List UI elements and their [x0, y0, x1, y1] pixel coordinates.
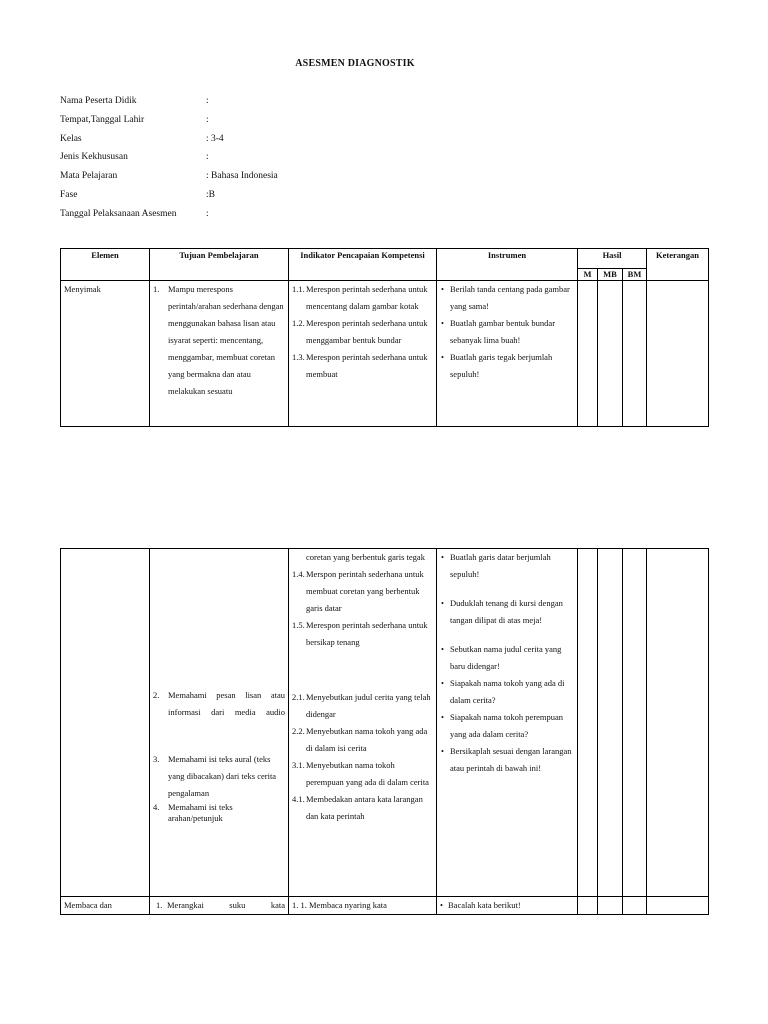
- bullet-icon: •: [441, 318, 444, 328]
- cell-instrumen: [437, 549, 578, 897]
- student-info: [60, 94, 460, 226]
- info-value: :: [206, 114, 209, 125]
- cell-tujuan: [150, 281, 289, 427]
- tujuan-item: [153, 751, 285, 802]
- cell-hasil-m[interactable]: [578, 897, 598, 915]
- table-header-row: [61, 249, 709, 269]
- header-bm: BM: [623, 269, 647, 281]
- cell-hasil-mb[interactable]: [598, 897, 623, 915]
- tujuan-item: [153, 687, 285, 721]
- item-number: 1.3.: [292, 352, 305, 362]
- item-text: Merespon perintah sederhana untuk menggambar bentuk bundar: [306, 318, 428, 345]
- instrumen-item: [440, 595, 574, 629]
- cell-instrumen: [437, 897, 578, 915]
- cell-hasil-mb[interactable]: [598, 281, 623, 427]
- cell-hasil-mb[interactable]: [598, 549, 623, 897]
- item-number: 1.2.: [292, 318, 305, 328]
- instrumen-item: [440, 743, 574, 777]
- indikator-item: [292, 689, 433, 723]
- instrumen-item: [440, 641, 574, 675]
- indikator-item: [292, 757, 433, 791]
- info-value: :B: [206, 189, 215, 200]
- info-label: Fase: [60, 189, 78, 200]
- item-number: 2.2.: [292, 726, 305, 736]
- bullet-icon: •: [441, 746, 444, 756]
- cell-hasil-bm[interactable]: [623, 281, 647, 427]
- item-text: Buatlah garis tegak berjumlah sepuluh!: [450, 352, 553, 379]
- tujuan-item: [153, 281, 285, 400]
- info-row-ttl: [60, 113, 460, 132]
- table-row: [61, 897, 709, 915]
- cell-keterangan[interactable]: [647, 549, 709, 897]
- indikator-item: [292, 617, 433, 651]
- bullet-icon: •: [441, 352, 444, 362]
- cell-hasil-bm[interactable]: [623, 549, 647, 897]
- info-label: Tempat,Tanggal Lahir: [60, 114, 145, 125]
- item-text: Bacalah kata berikut!: [448, 900, 521, 910]
- item-number: 1.5.: [292, 620, 305, 630]
- info-value: :: [206, 208, 209, 219]
- document-title: ASESMEN DIAGNOSTIK: [295, 58, 415, 69]
- bullet-icon: •: [441, 284, 444, 294]
- item-text: Bersikaplah sesuai dengan larangan atau perintah di bawah ini!: [450, 746, 572, 773]
- item-number: 2.: [153, 690, 160, 700]
- tujuan-item: [153, 802, 285, 824]
- indikator-item: [292, 281, 433, 315]
- info-value: :: [206, 96, 209, 106]
- cell-elemen: [61, 549, 150, 897]
- cell-indikator: 1. 1. Membaca nyaring kata: [289, 897, 437, 915]
- item-text: Merespon perintah sederhana untuk membuat: [306, 352, 428, 379]
- item-number: 3.1.: [292, 760, 305, 770]
- table-row: [61, 549, 709, 897]
- item-text: Buatlah gambar bentuk bundar sebanyak lima buah!: [450, 318, 556, 345]
- item-text: Siapakah nama tokoh yang ada di dalam cerita?: [450, 678, 565, 705]
- instrumen-item: [440, 709, 574, 743]
- item-text: Merspon perintah sederhana untuk membuat coretan yang berbentuk garis datar: [306, 569, 424, 613]
- cell-tujuan: [150, 897, 289, 915]
- instrumen-item: [440, 897, 574, 914]
- bullet-icon: •: [441, 598, 444, 608]
- info-label: Jenis Kekhususan: [60, 152, 128, 163]
- table-row: [61, 281, 709, 427]
- header-indikator: Indikator Pencapaian Kompetensi: [289, 249, 437, 281]
- item-text: Memahami pesan lisan atau informasi dari media audio: [168, 690, 285, 717]
- info-label: Kelas: [60, 133, 82, 144]
- cell-elemen: Menyimak: [61, 281, 150, 427]
- header-hasil: Hasil: [578, 249, 647, 269]
- cell-hasil-bm[interactable]: [623, 897, 647, 915]
- item-text: Sebutkan nama judul cerita yang baru didengar!: [450, 644, 562, 671]
- info-label: Nama Peserta Didik: [60, 96, 137, 106]
- item-number: 1.: [156, 900, 163, 910]
- info-row-nama: [60, 94, 460, 113]
- item-text: Mampu merespons perintah/arahan sederhana dengan menggunakan bahasa lisan atau isyarat seperti: mencentang, menggambar, membuat coretan yang bermakna dan atau melakukan sesuatu: [168, 284, 284, 396]
- item-text: Menyebutkan nama tokoh yang ada di dalam isi cerita: [306, 726, 428, 753]
- item-text: Memahami isi teks aural (teks yang dibacakan) dari teks cerita pengalaman: [168, 754, 277, 798]
- bullet-icon: •: [441, 712, 444, 722]
- info-row-tanggal: [60, 207, 460, 226]
- cell-tujuan: [150, 549, 289, 897]
- cell-hasil-m[interactable]: [578, 281, 598, 427]
- instrumen-item: [440, 349, 574, 383]
- indikator-item: [292, 566, 433, 617]
- instrumen-item: [440, 675, 574, 709]
- tujuan-item: [153, 897, 285, 914]
- cell-indikator: [289, 549, 437, 897]
- item-text: Berilah tanda centang pada gambar yang sama!: [450, 284, 570, 311]
- info-value: : Bahasa Indonesia: [206, 171, 278, 182]
- bullet-icon: •: [441, 678, 444, 688]
- item-text: Siapakah nama tokoh perempuan yang ada dalam cerita?: [450, 712, 564, 739]
- header-instrumen: Instrumen: [437, 249, 578, 281]
- info-label: Tanggal Pelaksanaan Asesmen: [60, 208, 177, 219]
- item-number: 1.: [153, 284, 160, 294]
- info-row-kelas: [60, 132, 460, 151]
- item-number: 1.4.: [292, 569, 305, 579]
- cell-keterangan[interactable]: [647, 281, 709, 427]
- info-label: Mata Pelajaran: [60, 171, 118, 182]
- cell-elemen: Membaca dan: [61, 897, 150, 915]
- item-text: Membedakan antara kata larangan dan kata perintah: [306, 794, 423, 821]
- header-m: M: [578, 269, 598, 281]
- header-tujuan: Tujuan Pembelajaran: [150, 249, 289, 281]
- info-value: :: [206, 152, 209, 163]
- header-mb: MB: [598, 269, 623, 281]
- item-text: Memahami isi teks arahan/petunjuk: [168, 802, 233, 823]
- bullet-icon: •: [441, 644, 444, 654]
- assessment-table-continued: [60, 548, 709, 915]
- cell-indikator: [289, 281, 437, 427]
- item-text: Menyebutkan judul cerita yang telah didengar: [306, 692, 431, 719]
- item-text: Merespon perintah sederhana untuk mencentang dalam gambar kotak: [306, 284, 428, 311]
- bullet-icon: •: [440, 900, 443, 910]
- instrumen-item: [440, 315, 574, 349]
- cell-instrumen: [437, 281, 578, 427]
- indikator-item: [292, 723, 433, 757]
- item-text: Menyebutkan nama tokoh perempuan yang ada di dalam cerita: [306, 760, 429, 787]
- assessment-table: [60, 248, 709, 427]
- indikator-item: [292, 349, 433, 383]
- item-number: 3.: [153, 754, 160, 764]
- header-elemen: Elemen: [61, 249, 150, 281]
- instrumen-item: [440, 549, 574, 583]
- bullet-icon: •: [441, 552, 444, 562]
- item-number: 4.1.: [292, 794, 305, 804]
- item-text: Duduklah tenang di kursi dengan tangan dilipat di atas meja!: [450, 598, 563, 625]
- item-text: Merangkai suku kata: [167, 900, 285, 910]
- info-row-kekhususan: [60, 150, 460, 169]
- cell-keterangan[interactable]: [647, 897, 709, 915]
- instrumen-item: [440, 281, 574, 315]
- item-text: Merespon perintah sederhana untuk bersikap tenang: [306, 620, 428, 647]
- item-number: 4.: [153, 802, 160, 812]
- indikator-item: [292, 315, 433, 349]
- info-row-fase: [60, 188, 460, 207]
- item-text: Buatlah garis datar berjumlah sepuluh!: [450, 552, 551, 579]
- item-number: 2.1.: [292, 692, 305, 702]
- indikator-continued: coretan yang berbentuk garis tegak: [306, 552, 425, 562]
- info-row-mapel: [60, 169, 460, 188]
- item-number: 1.1.: [292, 284, 305, 294]
- cell-hasil-m[interactable]: [578, 549, 598, 897]
- header-keterangan: Keterangan: [647, 249, 709, 281]
- info-value: : 3-4: [206, 133, 224, 144]
- indikator-item: [292, 791, 433, 825]
